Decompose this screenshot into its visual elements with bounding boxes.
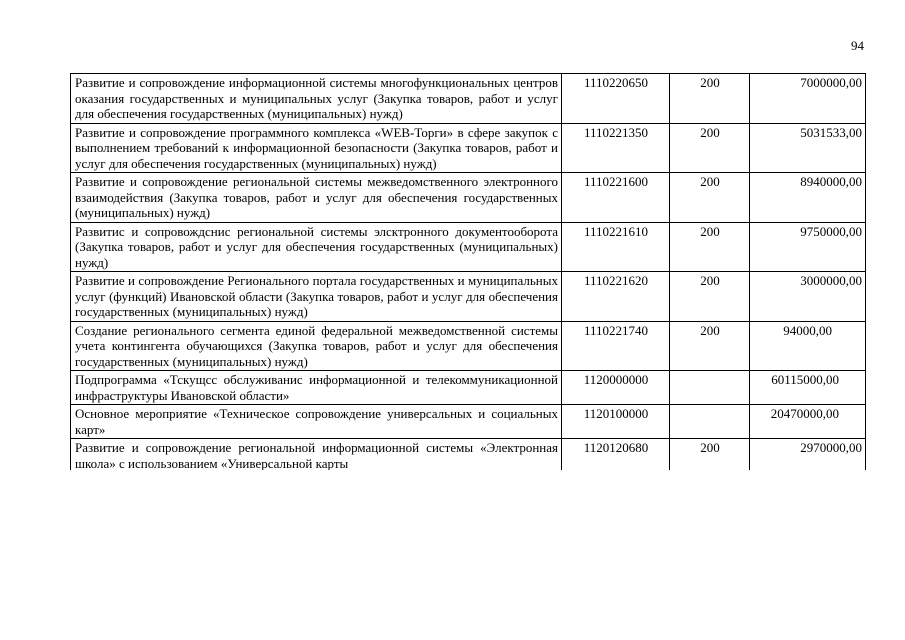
row-description: Создание регионального сегмента единой федеральной межведомственной системы учета контингента обучающихся (Закупка товаров, работ и услуг для обеспечения государственных (муниципальных) нужд): [71, 321, 562, 371]
row-description: Развитие и сопровождение региональной системы межведомственного электронного взаимодействия (Закупка товаров, работ и услуг для обеспечения государственных (муниципальных) нужд): [71, 173, 562, 223]
row-description: Развитие и сопровождение Регионального портала государственных и муниципальных услуг (функций) Ивановской области (Закупка товаров, работ и услуг для обеспечения государственных (муниципальных) нужд): [71, 272, 562, 322]
row-expense-type: 200: [670, 439, 750, 471]
row-description: Развитие и сопровождение региональной информационной системы «Электронная школа» с использованием «Универсальной карты: [75, 440, 558, 470]
row-target-code: 1110221620: [562, 272, 670, 322]
row-target-code: 1120000000: [562, 371, 670, 405]
row-target-code: 1120120680: [562, 439, 670, 471]
row-target-code: 1110221740: [562, 321, 670, 371]
row-amount: 7000000,00: [750, 74, 866, 124]
row-expense-type: 200: [670, 272, 750, 322]
row-expense-type: [670, 405, 750, 439]
row-expense-type: 200: [670, 173, 750, 223]
row-target-code: 1120100000: [562, 405, 670, 439]
row-expense-type: 200: [670, 74, 750, 124]
page-number: 94: [851, 38, 864, 53]
table-row: [71, 371, 866, 405]
table-row: [71, 272, 866, 322]
table-row: [71, 321, 866, 371]
table-row: [71, 222, 866, 272]
row-amount: 2970000,00: [750, 439, 866, 471]
row-amount: 8940000,00: [750, 173, 866, 223]
row-amount: 3000000,00: [750, 272, 866, 322]
row-description: Развитие и сопровождение программного комплекса «WEB-Торги» в сфере закупок с выполнением требований к информационной безопасности (Закупка товаров, работ и услуг для обеспечения государственных (муниципальных) нужд): [71, 123, 562, 173]
table-row: [71, 74, 866, 124]
row-description: Развитис и сопровождснис региональной системы элсктронного документооборота (Закупка товаров, работ и услуг для обеспечения государственных (муниципальных) нужд): [71, 222, 562, 272]
row-description-cell: [71, 439, 562, 471]
row-description: Основное мероприятие «Техническое сопровождение универсальных и социальных карт»: [71, 405, 562, 439]
table-row: [71, 123, 866, 173]
row-amount: 9750000,00: [750, 222, 866, 272]
row-target-code: 1110220650: [562, 74, 670, 124]
row-expense-type: 200: [670, 222, 750, 272]
table-row: [71, 439, 866, 471]
row-amount: 20470000,00: [750, 405, 866, 439]
row-description: Подпрограмма «Тскущсс обслуживанис информационной и телекоммуникационной инфраструктуры Ивановской области»: [71, 371, 562, 405]
row-target-code: 1110221600: [562, 173, 670, 223]
budget-table: [70, 73, 866, 470]
row-amount: 5031533,00: [750, 123, 866, 173]
row-expense-type: 200: [670, 321, 750, 371]
table-row: [71, 405, 866, 439]
row-description: Развитие и сопровождение информационной системы многофункциональных центров оказания государственных и муниципальных услуг (Закупка товаров, работ и услуг для обеспечения государственных (муниципальных) нужд): [71, 74, 562, 124]
row-target-code: 1110221610: [562, 222, 670, 272]
row-expense-type: 200: [670, 123, 750, 173]
row-expense-type: [670, 371, 750, 405]
row-target-code: 1110221350: [562, 123, 670, 173]
table-row: [71, 173, 866, 223]
row-amount: 60115000,00: [750, 371, 866, 405]
row-amount: 94000,00: [750, 321, 866, 371]
